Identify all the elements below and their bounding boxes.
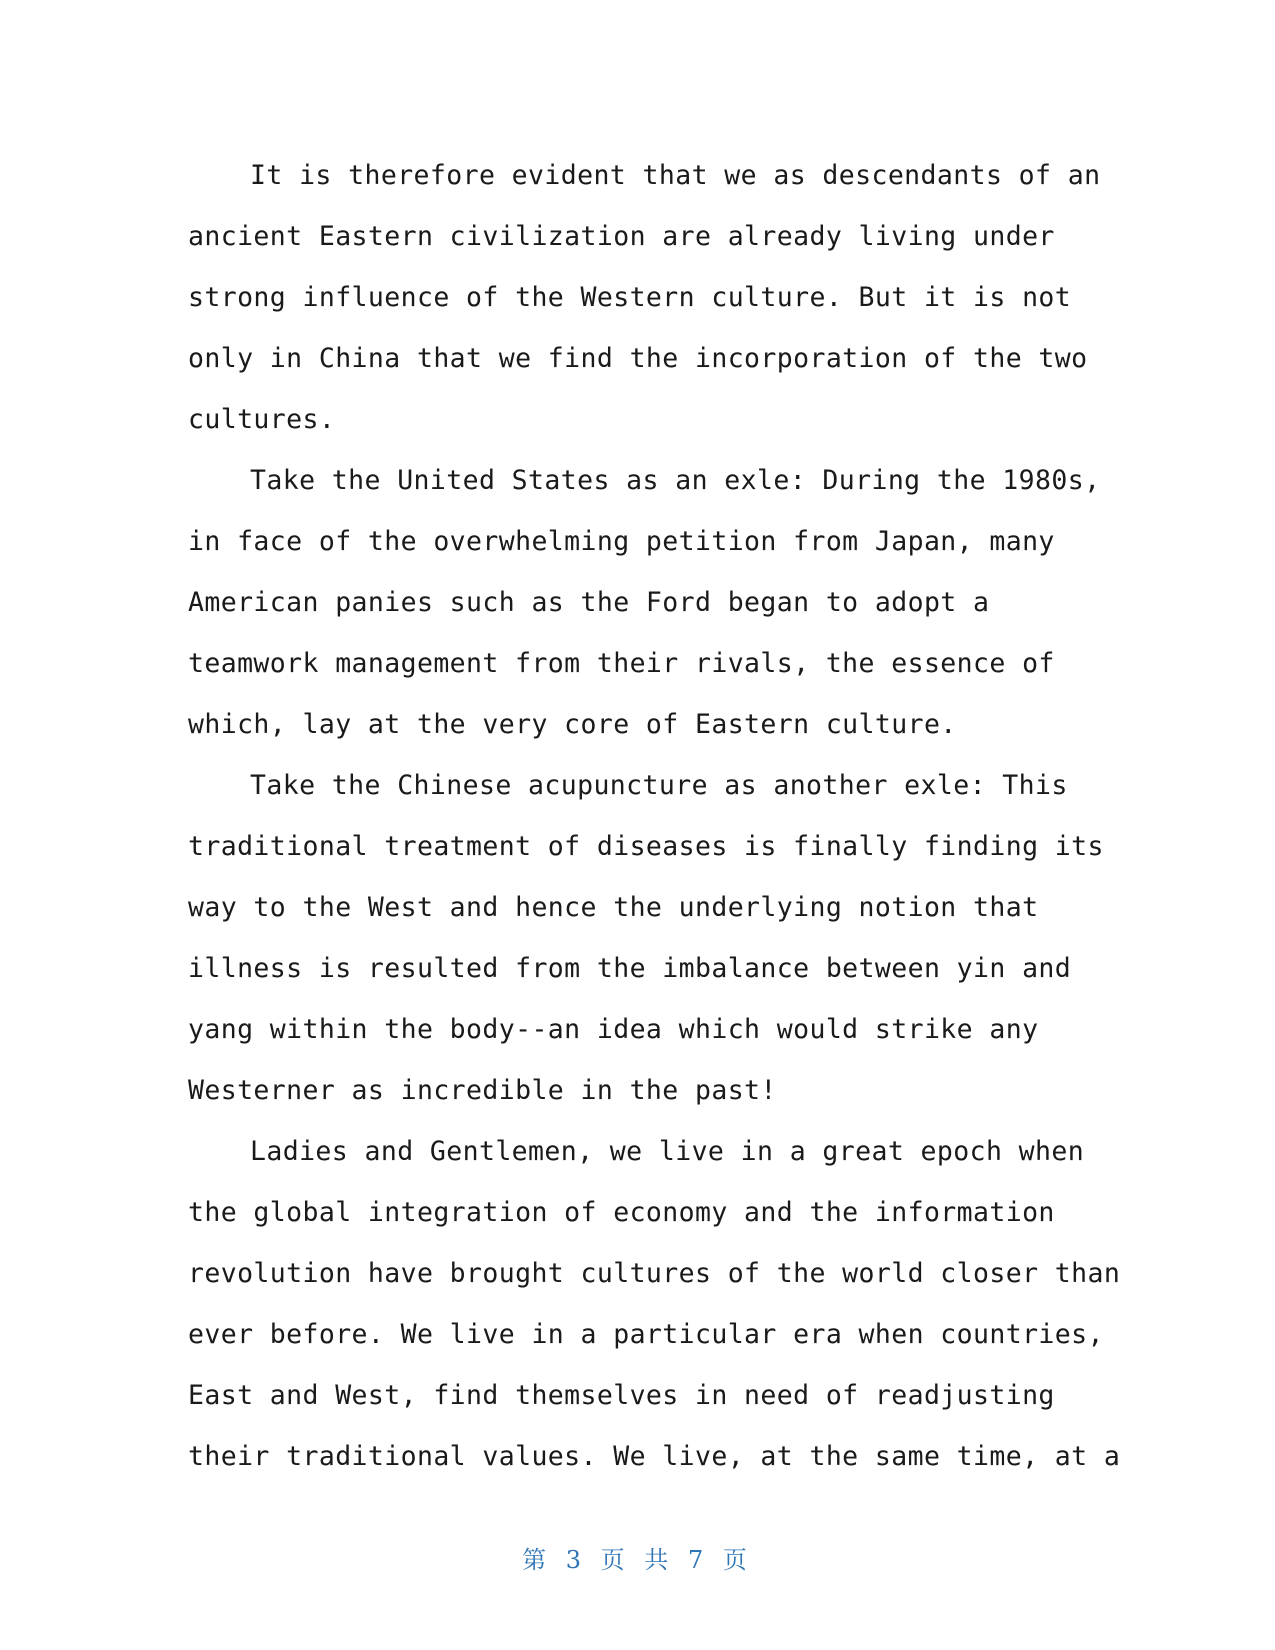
paragraph-3-line-5: yang within the body--an idea which would strike any	[188, 1014, 1039, 1045]
paragraph-1-line-3: strong influence of the Western culture. But it is not	[188, 282, 1072, 313]
paragraph-2-line-5: which, lay at the very core of Eastern culture.	[188, 709, 957, 740]
paragraph-4-line-1: Ladies and Gentlemen, we live in a great epoch when	[250, 1136, 1085, 1167]
paragraph-4-line-5: East and West, find themselves in need of readjusting	[188, 1380, 1055, 1411]
paragraph-3-line-2: traditional treatment of diseases is finally finding its	[188, 831, 1104, 862]
paragraph-3-line-6: Westerner as incredible in the past!	[188, 1075, 777, 1106]
paragraph-1-line-4: only in China that we find the incorporation of the two	[188, 343, 1088, 374]
paragraph-2-line-4: teamwork management from their rivals, the essence of	[188, 648, 1055, 679]
paragraph-4-line-4: ever before. We live in a particular era when countries,	[188, 1319, 1104, 1350]
paragraph-4-line-3: revolution have brought cultures of the world closer than	[188, 1258, 1121, 1289]
document-body	[188, 145, 1121, 1487]
paragraph-2-line-1: Take the United States as an exle: During the 1980s,	[250, 465, 1101, 496]
paragraph-2-line-2: in face of the overwhelming petition from Japan, many	[188, 526, 1055, 557]
paragraph-2-line-3: American panies such as the Ford began to adopt a	[188, 587, 990, 618]
paragraph-4-line-6: their traditional values. We live, at the same time, at a	[188, 1441, 1121, 1472]
paragraph-1-line-1: It is therefore evident that we as descendants of an	[250, 160, 1101, 191]
paragraph-3-line-1: Take the Chinese acupuncture as another exle: This	[250, 770, 1068, 801]
page-number-footer: 第 3 页 共 7 页	[522, 1546, 753, 1574]
paragraph-1-line-2: ancient Eastern civilization are already living under	[188, 221, 1055, 252]
paragraph-4-line-2: the global integration of economy and the information	[188, 1197, 1055, 1228]
paragraph-1-line-5: cultures.	[188, 404, 336, 435]
paragraph-3-line-3: way to the West and hence the underlying notion that	[188, 892, 1039, 923]
paragraph-3-line-4: illness is resulted from the imbalance between yin and	[188, 953, 1072, 984]
